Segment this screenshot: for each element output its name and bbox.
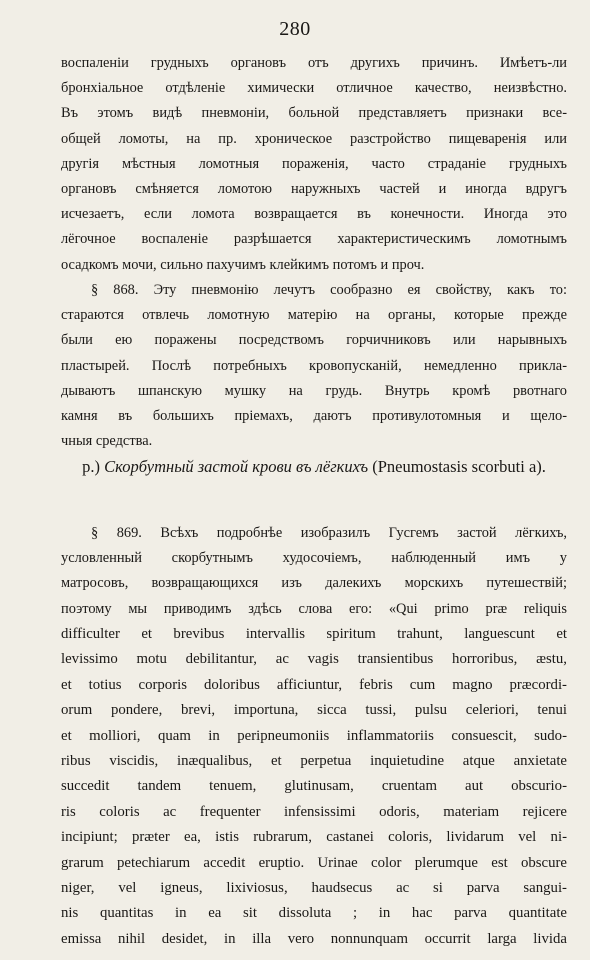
quote-line: niger, vel igneus, lixiviosus, haudsecus ac si parva sangui-	[61, 879, 567, 896]
text-line: воспаленiи грудныхъ органовъ отъ другихъ причинъ. Имѣетъ-ли	[61, 55, 567, 71]
paragraph-pneumonia-signs	[61, 51, 567, 278]
text-line: были ею поражены посредствомъ горчичниковъ или нарывныхъ	[61, 332, 567, 349]
quote-line: orum pondere, brevi, importuna, sicca tussi, pulsu celeriori, tenui	[61, 702, 567, 719]
quote-line: emissa nihil desidet, in illa vero nonnunquam occurrit larga livida	[61, 930, 567, 947]
quote-line: ribus viscidis, inæqualibus, et perpetua inquietudine atque anxietate	[61, 752, 567, 769]
text-line: осадкомъ мочи, сильно пахучимъ клейкимъ потомъ и проч.	[61, 256, 425, 273]
text-line: камня въ большихъ прiемахъ, даютъ противулотомныя и щело-	[61, 407, 567, 424]
text-line: общей ломоты, на пр. хроническое разстройство пищеваренiя или	[61, 130, 567, 147]
text-line: бронхiальное отдѣленiе химически отличное качество, неизвѣстно.	[61, 80, 567, 97]
quote-line: difficulter et brevibus intervallis spiritum trahunt, languescunt et	[61, 626, 567, 642]
latin-quotation	[61, 622, 567, 952]
text-line: § 869. Всѣхъ подробнѣе изобразилъ Гусгемъ застой лёгкихъ,	[91, 525, 567, 541]
paragraph-868	[61, 278, 567, 454]
quote-line: incipiunt; præter ea, istis rubrarum, castanei coloris, lividarum vel ni-	[61, 829, 567, 846]
text-line: органовъ смѣняется ломотою наружныхъ частей и иногда вдругъ	[61, 180, 567, 197]
quote-line: nis quantitas in ea sit dissoluta ; in hac parva quantitate	[61, 905, 567, 922]
heading-title: Скорбутный застой крови въ лёгкихъ	[104, 457, 369, 476]
text-line: матросовъ, возвращающихся изъ далекихъ морскихъ путешествiй;	[61, 575, 567, 592]
text-line: дываютъ шпанскую мушку на грудь. Внутрь кромѣ рвотнаго	[61, 382, 567, 399]
text-line: условленный скорбутнымъ худосочiемъ, наблюденный имъ у	[61, 550, 567, 567]
quote-line: ris coloris ac frequenter infensissimi odoris, materiam rejicere	[61, 803, 567, 820]
paragraph-869	[61, 521, 567, 622]
quote-line: grarum petechiarum accedit eruptio. Urinae color plerumque est obscure	[61, 854, 567, 871]
text-line: поэтому мы приводимъ здѣсь слова его: «Qui primo præ reliquis	[61, 600, 567, 617]
heading-prefix: р.)	[82, 457, 105, 476]
heading-latin: (Pneumostasis scorbuti a).	[368, 457, 546, 476]
text-line: чныя средства.	[61, 433, 153, 450]
section-heading	[61, 454, 567, 480]
quote-line: succedit tandem tenuem, glutinusam, cruentam aut obscurio-	[61, 778, 567, 795]
quote-line: levissimo motu debilitantur, ac vagis transientibus horroribus, æstu,	[61, 651, 567, 668]
text-line: исчезаетъ, если ломота возвращается въ конечности. Иногда это	[61, 206, 567, 223]
quote-line: et totius corporis doloribus afficiuntur, febris cum magno præcordi-	[61, 676, 567, 693]
text-line: лёгочное воспаленiе разрѣшается характеристическимъ ломотнымъ	[61, 231, 567, 248]
page-number: 280	[279, 18, 311, 40]
text-line: другiя мѣстныя ломотныя пораженiя, часто страданiе грудныхъ	[61, 155, 567, 172]
text-line: § 868. Эту пневмонiю лечутъ сообразно ея свойству, какъ то:	[91, 282, 567, 298]
text-line: Въ этомъ видѣ пневмонiи, больной представляетъ признаки все-	[61, 105, 567, 122]
text-line: стараются отвлечь ломотную матерiю на органы, которые прежде	[61, 307, 567, 324]
quote-line: et molliori, quam in peripneumoniis inflammatoriis consuescit, sudo-	[61, 727, 567, 744]
text-line: пластырей. Послѣ потребныхъ кровопусканiй, немедленно прикла-	[61, 357, 567, 374]
